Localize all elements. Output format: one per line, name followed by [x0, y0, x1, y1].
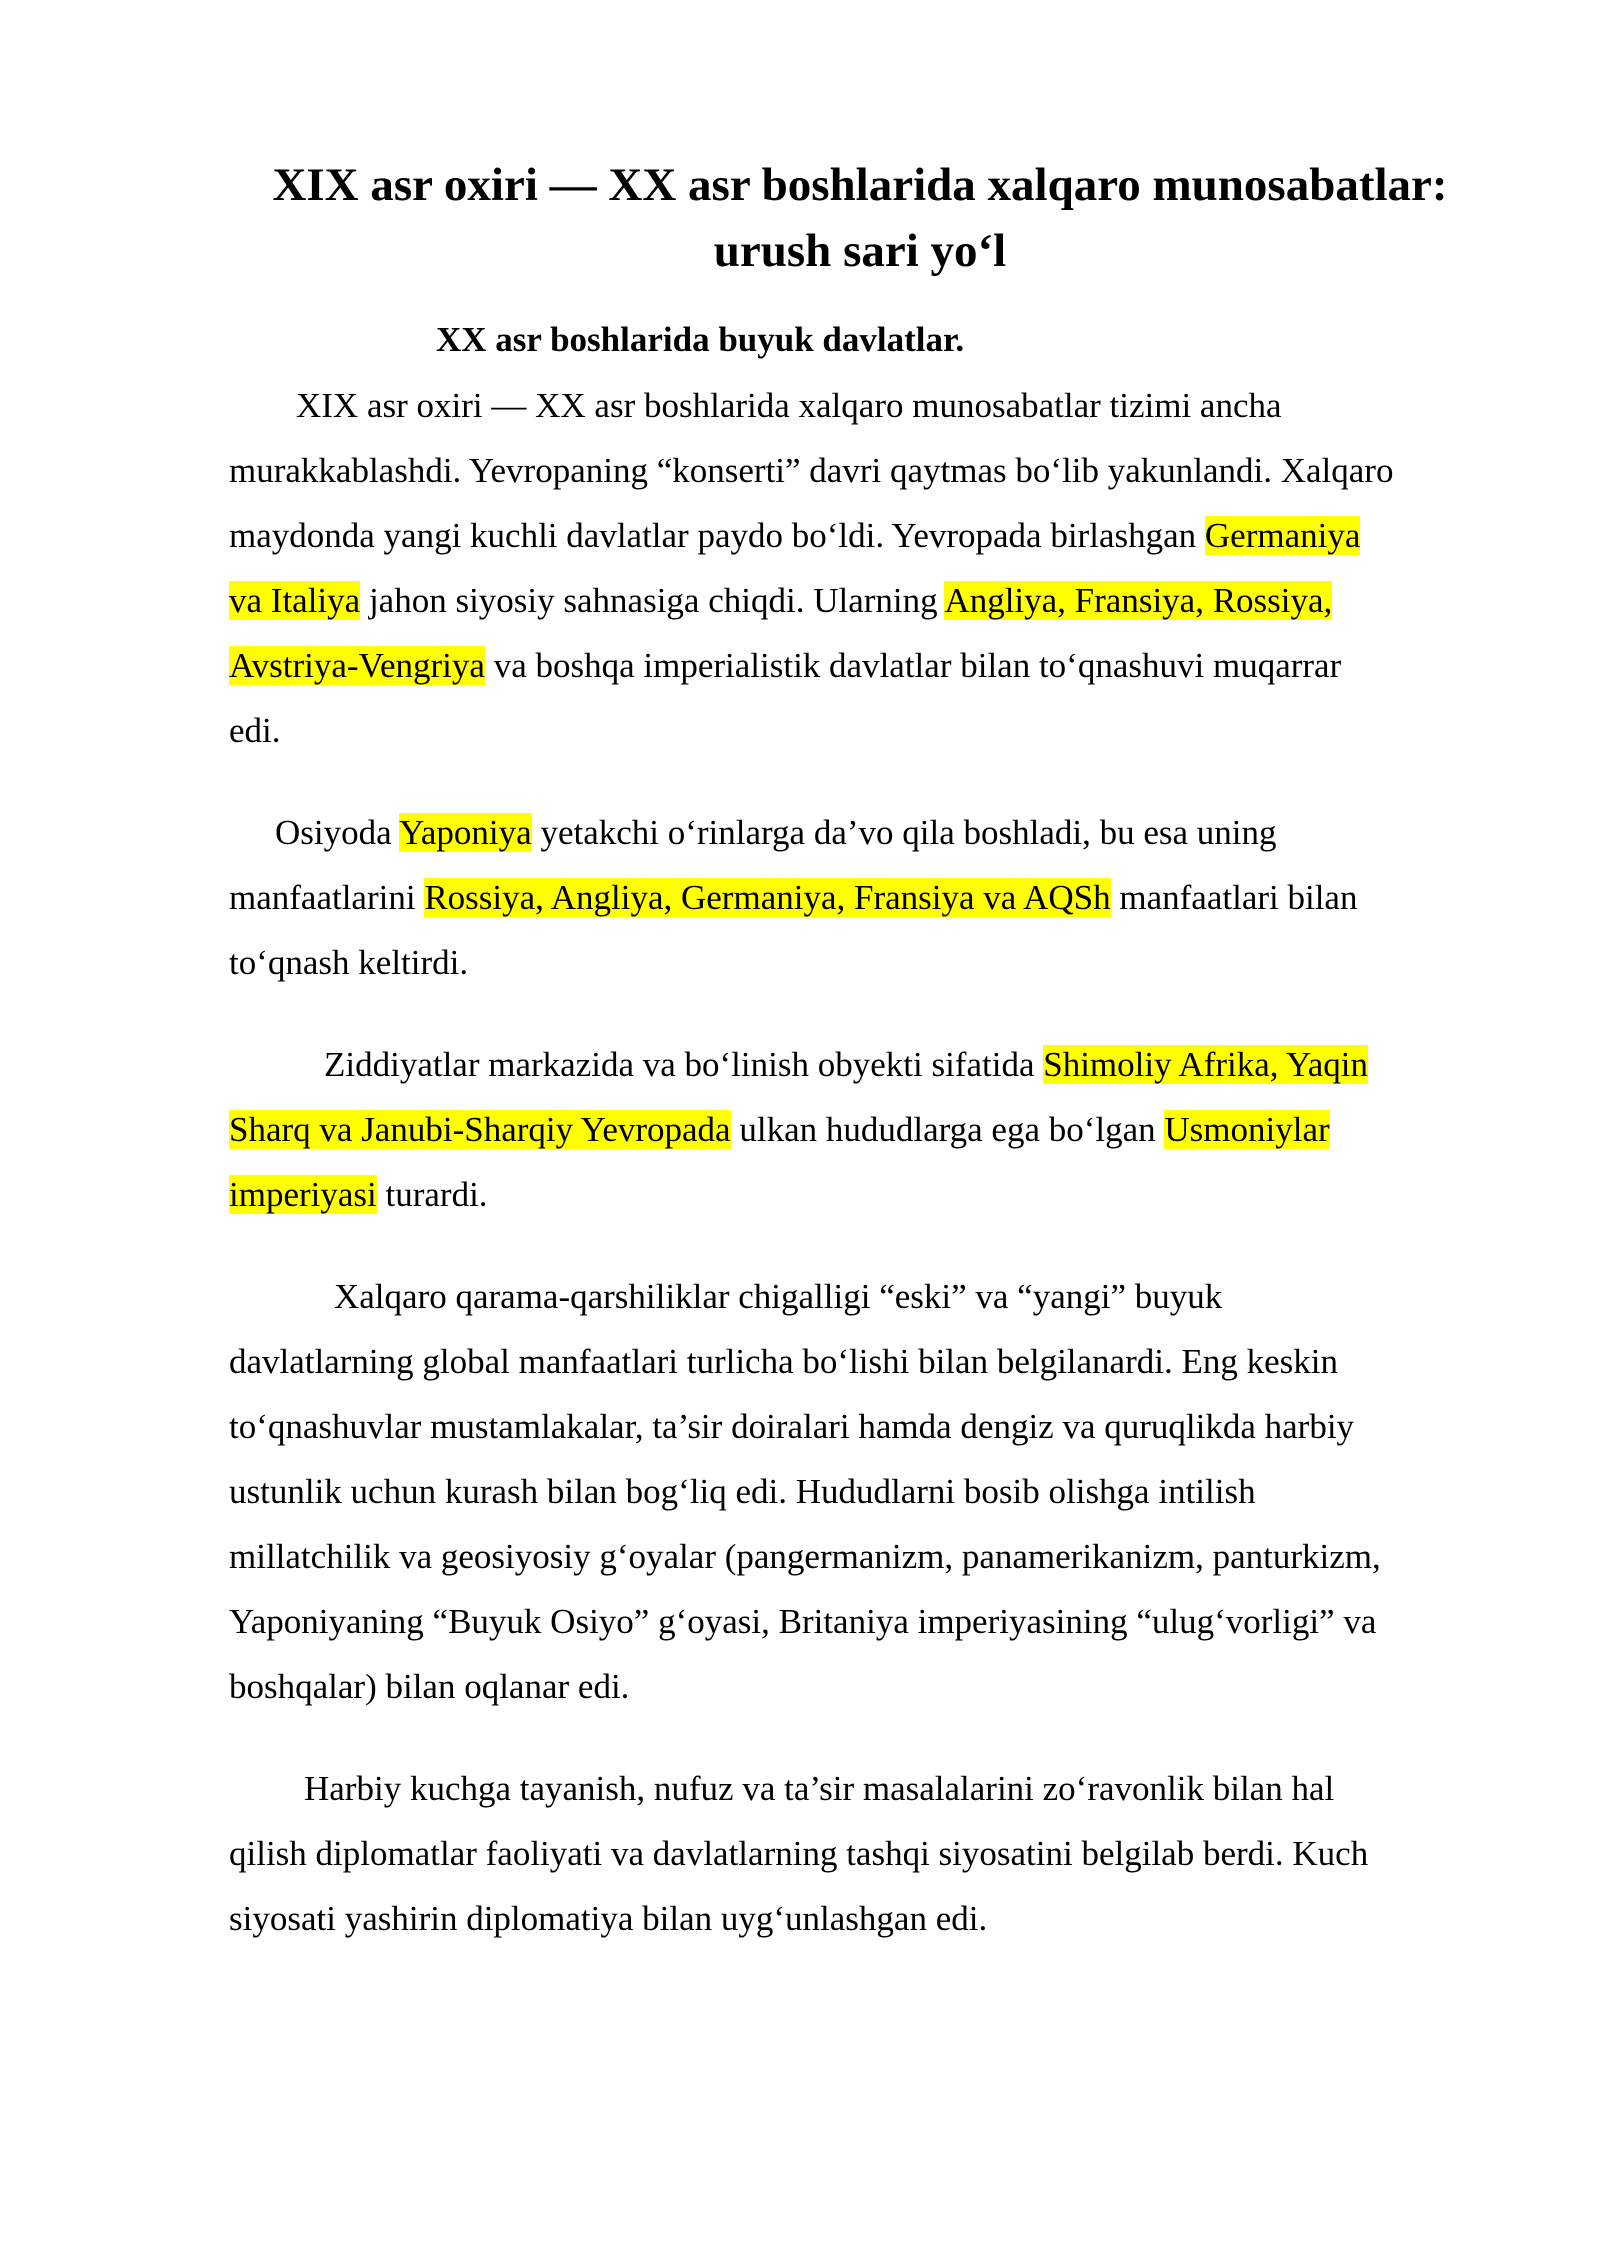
text-run: millatchilik va geosiyosiy g‘oyalar (pangermanizm, panamerikanizm, panturkizm, — [229, 1537, 1381, 1576]
highlighted-text: Sharq va Janubi-Sharqiy Yevropada — [229, 1110, 731, 1149]
paragraph-3-line-2 — [229, 1105, 1330, 1155]
text-run: to‘qnashuvlar mustamlakalar, ta’sir doiralari hamda dengiz va quruqlikda harbiy — [229, 1407, 1355, 1446]
highlighted-text: Usmoniylar — [1164, 1110, 1330, 1149]
paragraph-5-line-2 — [229, 1829, 1368, 1879]
paragraph-4-line-7 — [229, 1662, 629, 1712]
paragraph-1-line-1 — [296, 381, 1282, 431]
text-run: yetakchi o‘rinlarga da’vo qila boshladi, bu esa uning — [531, 813, 1277, 852]
highlighted-text: Yaponiya — [399, 813, 532, 852]
text-run: Harbiy kuchga tayanish, nufuz va ta’sir masalalarini zo‘ravonlik bilan hal — [304, 1769, 1335, 1808]
highlighted-text: Rossiya, Angliya, Germaniya, Fransiya va AQSh — [424, 878, 1111, 917]
paragraph-5-line-3 — [229, 1894, 987, 1944]
paragraph-4-line-5 — [229, 1532, 1381, 1582]
text-run: manfaatlarini — [229, 878, 425, 917]
text-run: qilish diplomatlar faoliyati va davlatlarning tashqi siyosatini belgilab berdi. Kuch — [229, 1834, 1369, 1873]
text-run: Yaponiyaning “Buyuk Osiyo” g‘oyasi, Britaniya imperiyasining “ulug‘vorligi” va — [229, 1602, 1377, 1641]
text-run: jahon siyosiy sahnasiga chiqdi. Ularning — [360, 581, 945, 620]
paragraph-4-line-1 — [334, 1272, 1222, 1322]
text-run: davlatlarning global manfaatlari turlicha bo‘lishi bilan belgilanardi. Eng keskin — [229, 1342, 1338, 1381]
highlighted-text: Avstriya-Vengriya — [229, 646, 485, 685]
highlighted-text: imperiyasi — [229, 1175, 377, 1214]
paragraph-1-line-4 — [229, 576, 1332, 626]
text-run: turardi. — [376, 1175, 488, 1214]
paragraph-3-line-3 — [229, 1170, 488, 1220]
text-run: ustunlik uchun kurash bilan bog‘liq edi. Hududlarni bosib olishga intilish — [229, 1472, 1256, 1511]
paragraph-4-line-3 — [229, 1402, 1354, 1452]
paragraph-1-line-6 — [229, 706, 281, 756]
document-title-line-2: urush sari yo‘l — [713, 225, 1007, 277]
text-run: Ziddiyatlar markazida va bo‘linish obyekti sifatida — [324, 1045, 1044, 1084]
text-run: XIX asr oxiri — XX asr boshlarida xalqaro munosabatlar tizimi ancha — [296, 386, 1282, 425]
text-run: to‘qnash keltirdi. — [229, 943, 469, 982]
highlighted-text: Shimoliy Afrika, Yaqin — [1043, 1045, 1368, 1084]
text-run: manfaatlari bilan — [1110, 878, 1358, 917]
section-heading: XX asr boshlarida buyuk davlatlar. — [436, 320, 965, 359]
text-run: edi. — [229, 711, 281, 750]
paragraph-1-line-3 — [229, 511, 1360, 561]
text-run: boshqalar) bilan oqlanar edi. — [229, 1667, 630, 1706]
highlighted-text: Angliya, Fransiya, Rossiya, — [944, 581, 1333, 620]
paragraph-2-line-1 — [275, 808, 1277, 858]
paragraph-4-line-2 — [229, 1337, 1338, 1387]
paragraph-3-line-1 — [324, 1040, 1368, 1090]
paragraph-1-line-2 — [229, 446, 1393, 496]
text-run: Xalqaro qarama-qarshiliklar chigalligi “eski” va “yangi” buyuk — [334, 1277, 1223, 1316]
paragraph-1-line-5 — [229, 641, 1341, 691]
paragraph-4-line-4 — [229, 1467, 1256, 1517]
document-title-line-1: XIX asr oxiri — XX asr boshlarida xalqaro munosabatlar: — [272, 159, 1448, 211]
text-run: ulkan hududlarga ega bo‘lgan — [730, 1110, 1165, 1149]
text-run: siyosati yashirin diplomatiya bilan uyg‘unlashgan edi. — [229, 1899, 988, 1938]
text-run: murakkablashdi. Yevropaning “konserti” davri qaytmas bo‘lib yakunlandi. Xalqaro — [229, 451, 1394, 490]
paragraph-5-line-1 — [304, 1764, 1334, 1814]
paragraph-2-line-3 — [229, 938, 468, 988]
text-run: va boshqa imperialistik davlatlar bilan to‘qnashuvi muqarrar — [484, 646, 1342, 685]
highlighted-text: Germaniya — [1204, 516, 1361, 555]
text-run: maydonda yangi kuchli davlatlar paydo bo‘ldi. Yevropada birlashgan — [229, 516, 1205, 555]
paragraph-2-line-2 — [229, 873, 1357, 923]
paragraph-4-line-6 — [229, 1597, 1376, 1647]
text-run: Osiyoda — [275, 813, 400, 852]
highlighted-text: va Italiya — [229, 581, 361, 620]
